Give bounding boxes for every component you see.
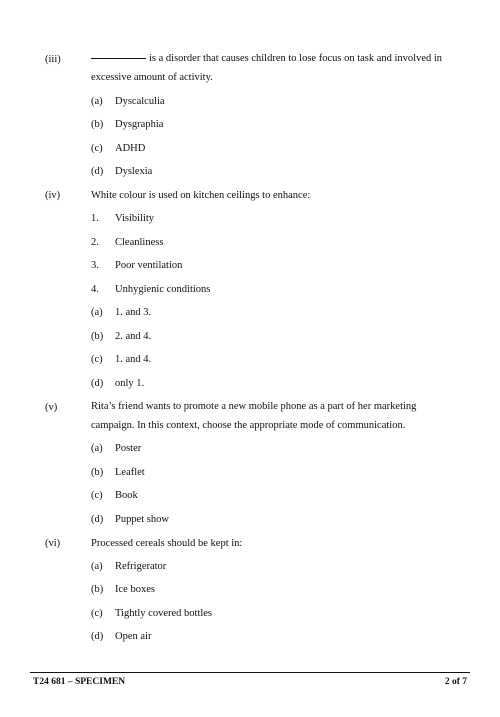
question-stem: Processed cereals should be kept in: (91, 538, 243, 549)
question-stem: White colour is used on kitchen ceilings to enhance: (91, 190, 311, 201)
list-item-3: 3. Poor ventilation (91, 260, 183, 271)
paper-code: T24 681 – SPECIMEN (33, 677, 126, 687)
question-stem: Rita’s friend wants to promote a new mobile phone as a part of her marketing campaign. In this context, choose the appropriate mode of communication. (91, 401, 417, 431)
option-a: (a) Refrigerator (91, 561, 167, 572)
page-number: 2 of 7 (444, 677, 467, 687)
answer-blank (91, 58, 146, 59)
option-a: (a) Dyscalculia (91, 96, 165, 107)
option-d: (d) Puppet show (91, 514, 169, 525)
option-b: (b) Dysgraphia (91, 119, 164, 130)
list-item-2: 2. Cleanliness (91, 237, 164, 248)
question-stem: is a disorder that causes children to lose focus on task and involved in excessive amount of activity. (91, 53, 443, 83)
option-c: (c) 1. and 4. (91, 354, 152, 365)
question-number: (v) (45, 402, 58, 413)
option-d: (d) Open air (91, 631, 152, 642)
option-b: (b) Leaflet (91, 467, 145, 478)
question-number: (iii) (45, 54, 61, 65)
question-number: (iv) (45, 190, 61, 201)
list-item-1: 1. Visibility (91, 213, 155, 224)
option-b: (b) 2. and 4. (91, 331, 152, 342)
option-a: (a) 1. and 3. (91, 307, 152, 318)
option-c: (c) ADHD (91, 143, 146, 154)
option-d: (d) only 1. (91, 378, 145, 389)
option-c: (c) Book (91, 490, 138, 501)
option-c: (c) Tightly covered bottles (91, 608, 213, 619)
footer-divider (30, 672, 470, 673)
option-d: (d) Dyslexia (91, 166, 153, 177)
option-b: (b) Ice boxes (91, 584, 155, 595)
option-a: (a) Poster (91, 443, 142, 454)
list-item-4: 4. Unhygienic conditions (91, 284, 211, 295)
question-number: (vi) (45, 538, 61, 549)
